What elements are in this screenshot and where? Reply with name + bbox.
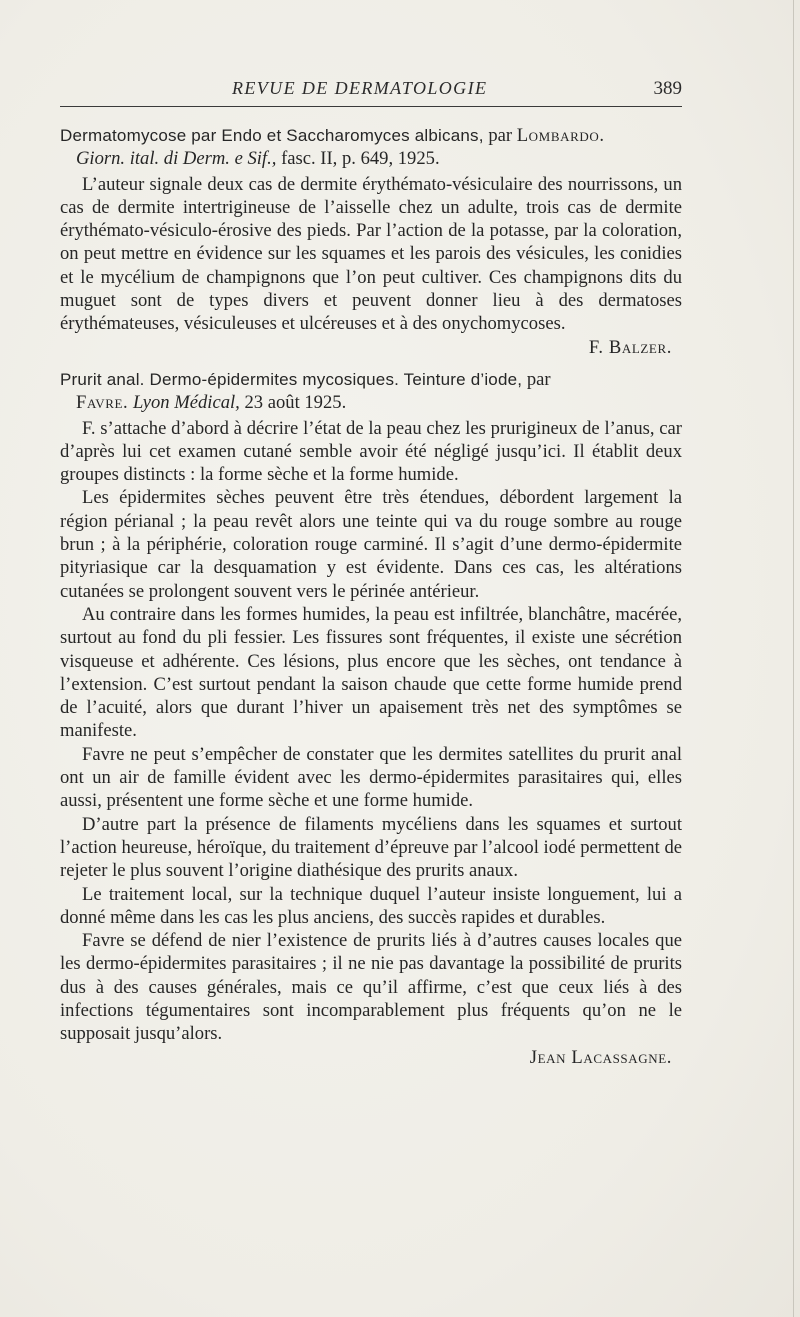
article-paragraph: D’autre part la présence de filaments mycéliens dans les squames et surtout l’action heureuse, héroïque, du traitement d’épreuve par l’alcool iodé permettent de rejeter le plus souvent l’origine diathésique des prurits anaux. — [60, 813, 682, 882]
reviewer-name: Jean Lacassagne. — [529, 1046, 672, 1068]
header-rule — [60, 106, 682, 107]
article-paragraph: L’auteur signale deux cas de dermite érythémato-vésiculaire des nourrissons, un cas de dermite intertrigineuse de l’aisselle chez un adulte, trois cas de dermite érythémato-vésiculo-érosive des pieds. Par l’action de la potasse, par la coloration, on peut mettre en évidence sur les squames et les parois des vésicules, les conidies et le mycélium de champignons que l’on peut cultiver. Ces champignons dits du muguet sont de types divers et peuvent donner lieu à des dermatoses érythémateuses, vésiculeuses et ulcéreuses et à des onychomycoses. — [60, 173, 682, 335]
page-content — [60, 124, 682, 1069]
reviewer-signature — [60, 336, 682, 359]
citation-details: 23 août 1925. — [244, 392, 347, 414]
article-paragraph: Favre ne peut s’empêcher de constater que les dermites satellites du prurit anal ont un air de famille évident avec les dermo-épidermites parasitaires qui, elles aussi, présentent une forme sèche et une forme humide. — [60, 743, 682, 812]
article-heading — [60, 368, 682, 391]
running-title: REVUE DE DERMATOLOGIE — [232, 78, 488, 98]
article-paragraph: Au contraire dans les formes humides, la peau est infiltrée, blanchâtre, macérée, surtout au fond du pli fessier. Les fissures sont fréquentes, il existe une sécrétion visqueuse et adhérente. Ces lésions, plus encore que les sèches, ont tendance à l’extension. C’est surtout pendant la saison chaude que cette forme humide prend de l’acuité, alors que durant l’hiver un apaisement très net des symptômes se manifeste. — [60, 603, 682, 742]
review-article-favre — [60, 368, 682, 1069]
article-title: Dermatomycose par Endo et Saccharomyces albicans, — [60, 126, 484, 145]
article-author: Lombardo. — [516, 125, 605, 146]
article-heading — [60, 124, 682, 147]
author-prefix: par — [488, 125, 513, 146]
review-article-lombardo — [60, 124, 682, 359]
page-number: 389 — [653, 78, 682, 99]
citation-journal: Lyon Médical, — [132, 392, 240, 414]
article-paragraph: Favre se défend de nier l’existence de prurits liés à d’autres causes locales que les dermo-épidermites parasitaires ; il ne nie pas davantage la possibilité de prurits dus à des causes générales, mais ce qu’il affirme, c’est que ceux liés à des infections tégumentaires sont incomparablement plus fréquents qu’on ne le supposait jusqu’alors. — [60, 930, 682, 1045]
article-author: Favre. — [76, 392, 129, 414]
article-paragraph: Le traitement local, sur la technique duquel l’auteur insiste longuement, lui a donné même dans les cas les plus anciens, des succès rapides et durables. — [60, 883, 682, 928]
article-citation — [60, 147, 682, 170]
reviewer-signature — [60, 1046, 682, 1069]
article-title: Prurit anal. Dermo-épidermites mycosiques. Teinture d’iode, — [60, 369, 523, 389]
page-header — [60, 74, 682, 104]
article-paragraph: F. s’attache d’abord à décrire l’état de la peau chez les prurigineux de l’anus, car d’après lui cet examen cutané semble avoir été négligé jusqu’ici. Il établit deux groupes distincts : la forme sèche et la forme humide. — [60, 417, 682, 486]
page-edge-line — [793, 0, 794, 1317]
article-paragraph: Les épidermites sèches peuvent être très étendues, débordent largement la région périanal ; la peau revêt alors une teinte qui va du rouge sombre au rouge brun ; à la périphérie, coloration rouge carminé. Il s’agit d’une dermo-épidermite pityriasique car la desquamation y est évidente. Dans ces cas, les altérations cutanées se prolongent souvent vers le périnée antérieur. — [60, 487, 682, 602]
citation-journal: Giorn. ital. di Derm. e Sif., — [76, 148, 277, 170]
citation-details: fasc. II, p. 649, 1925. — [281, 148, 440, 170]
reviewer-name: F. Balzer. — [588, 336, 672, 358]
author-prefix: par — [526, 368, 551, 390]
article-citation — [60, 391, 682, 414]
